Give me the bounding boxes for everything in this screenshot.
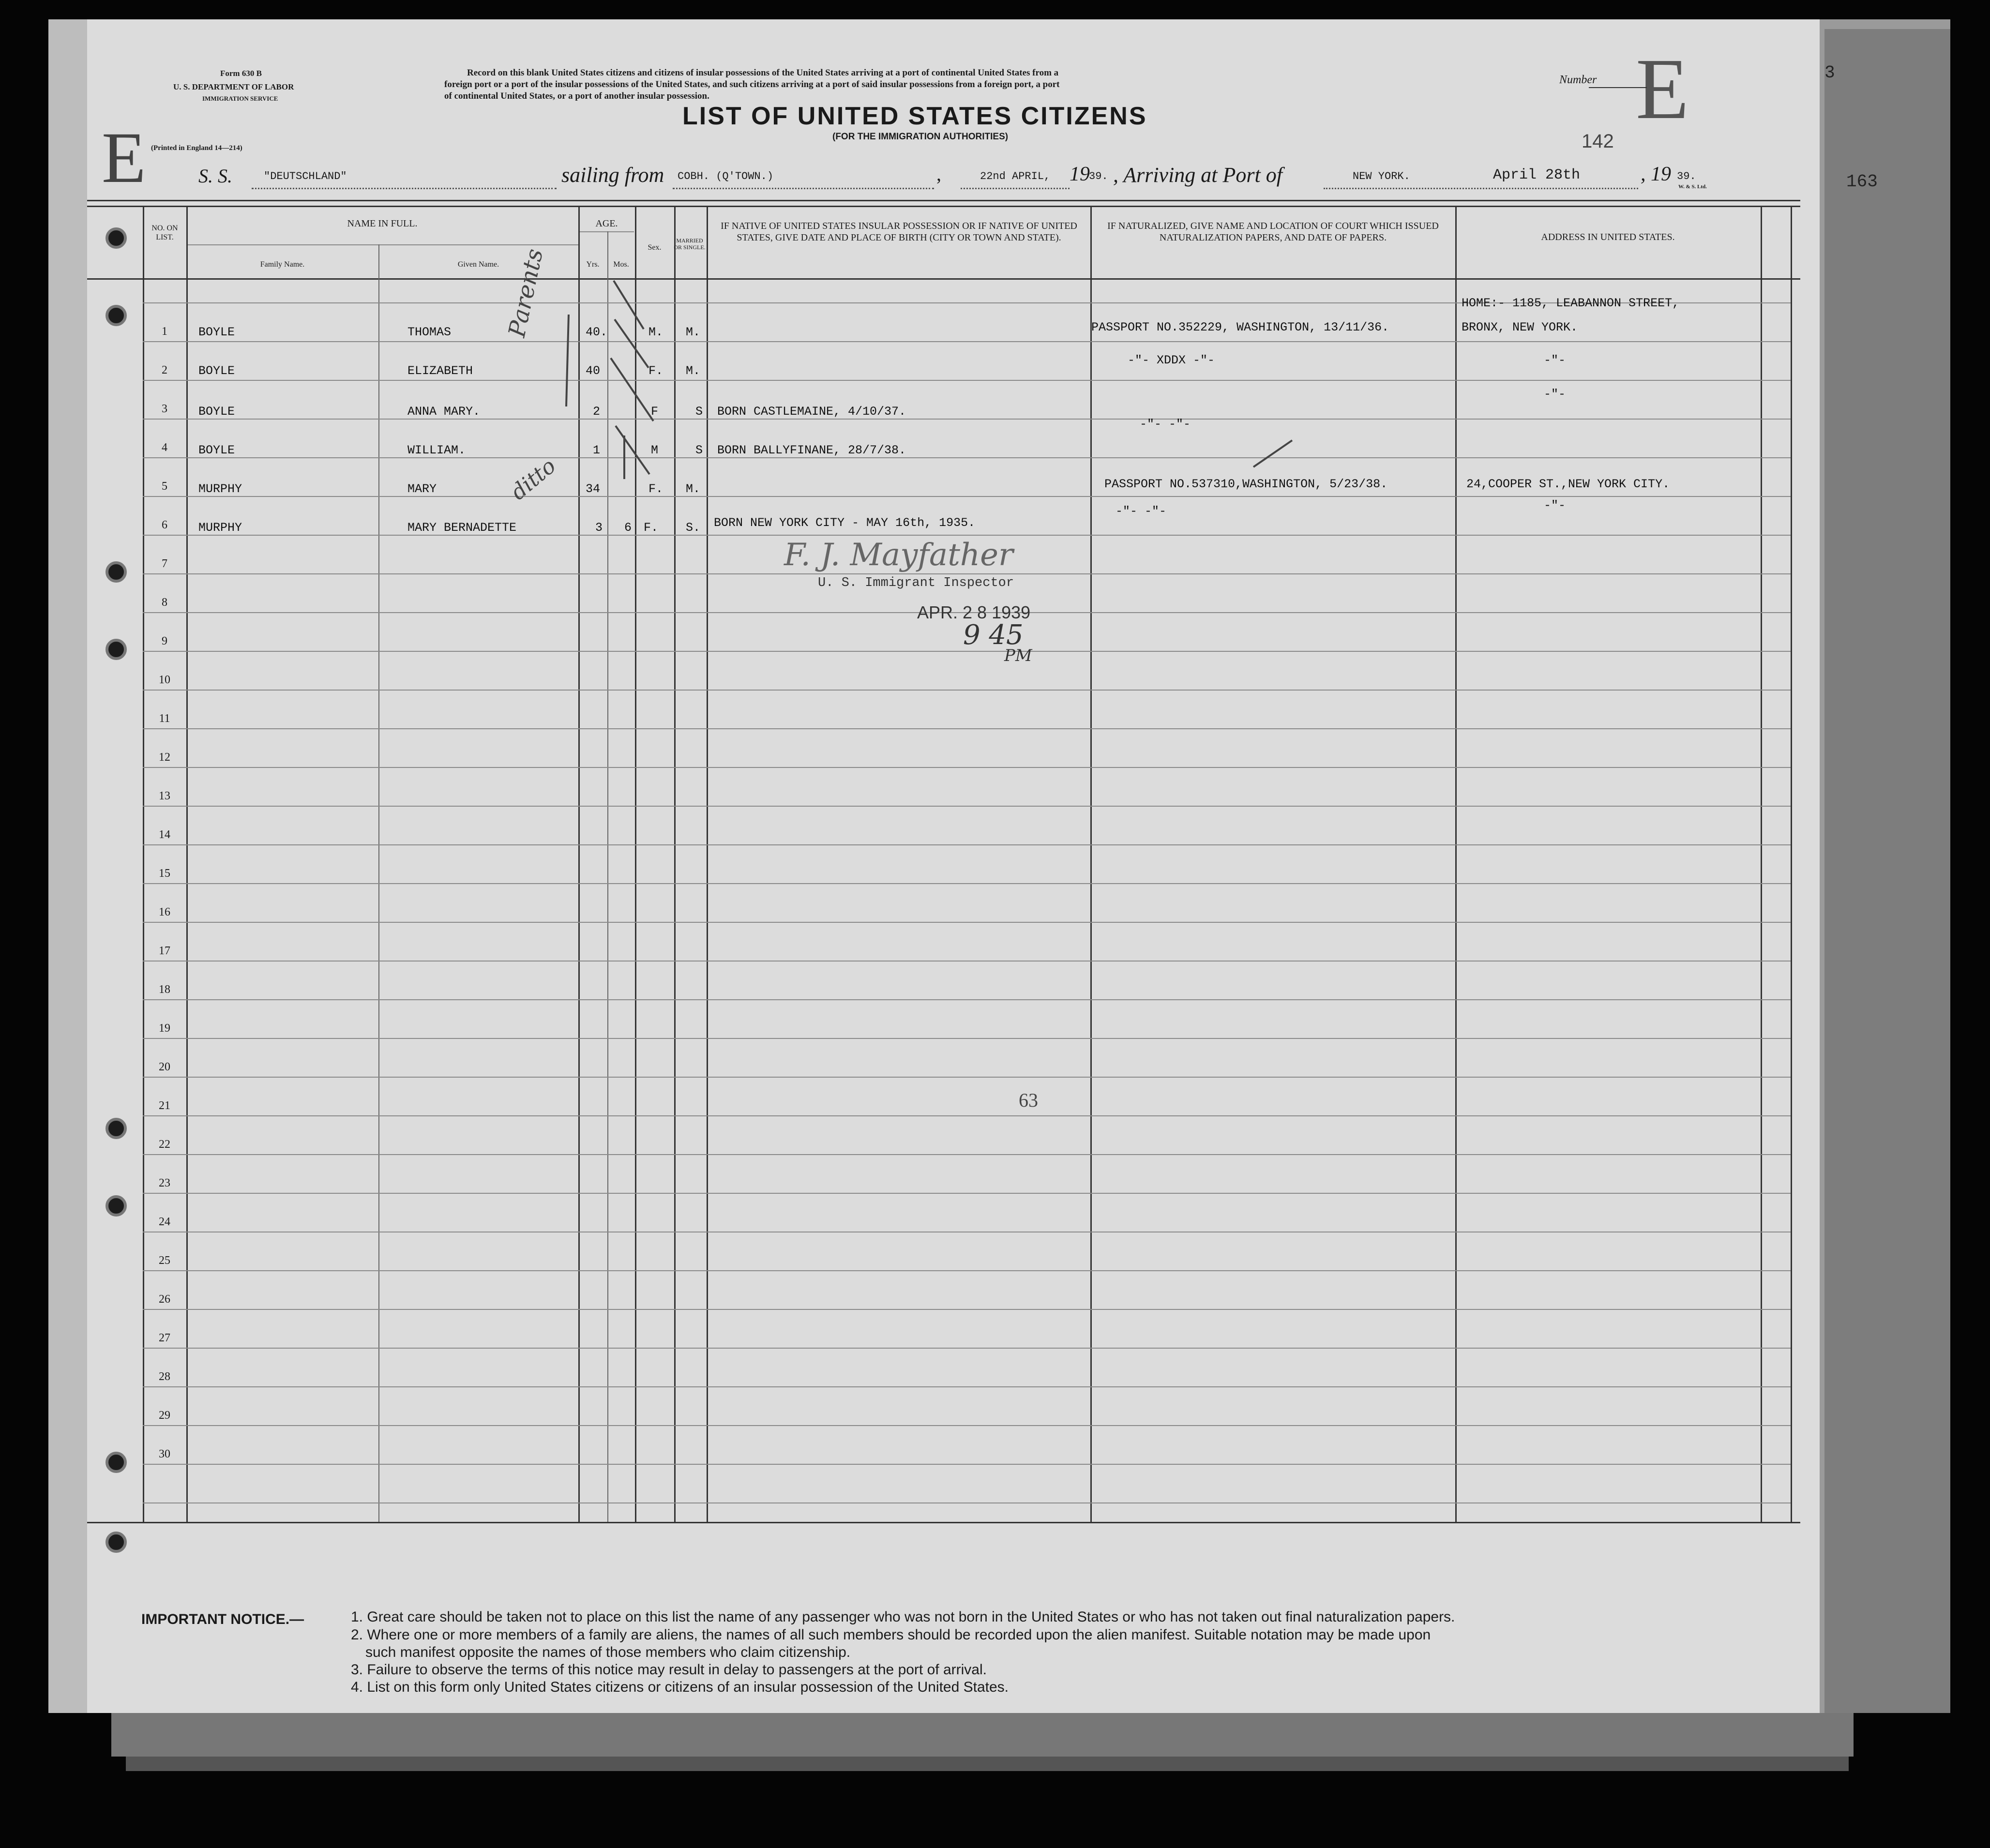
ditto-note: ditto [506, 453, 561, 505]
birth-info: BORN CASTLEMAINE, 4/10/37. [717, 405, 906, 419]
number-letter: E [1636, 41, 1689, 137]
notice-item-3: 3. Failure to observe the terms of this notice may result in delay to passengers at the port of arrival. [351, 1662, 987, 1678]
row-number: 30 [159, 1448, 170, 1460]
notice-item-2-cont: such manifest opposite the names of those members who claim citizenship. [365, 1644, 851, 1660]
page-number: 142 [1582, 131, 1614, 152]
marital-status: M. [686, 325, 701, 339]
notice-heading: IMPORTANT NOTICE.— [141, 1611, 304, 1627]
naturalization-tick [1253, 440, 1292, 467]
stamp-letter: E [102, 118, 146, 198]
address: -"- [1544, 353, 1566, 367]
row-number: 24 [159, 1216, 170, 1228]
naturalization-info: -"- -"- [1140, 417, 1191, 431]
row-number: 1 [162, 325, 167, 338]
sex: M. [648, 325, 663, 339]
age-years: 34 [586, 482, 601, 496]
row-number: 2 [162, 364, 167, 376]
row-number: 17 [159, 945, 170, 957]
col-header-age: AGE. [595, 218, 618, 229]
birth-info: BORN BALLYFINANE, 28/7/38. [717, 443, 906, 457]
marital-status: S [695, 443, 703, 457]
page-subtitle: (FOR THE IMMIGRATION AUTHORITIES) [832, 132, 1009, 142]
printed-in: (Printed in England 14—214) [151, 144, 242, 152]
col-header-address: ADDRESS IN UNITED STATES. [1541, 232, 1675, 242]
col-header-no: NO. ON LIST. [151, 224, 178, 241]
arriving-label: , Arriving at Port of [1113, 163, 1282, 187]
age-years: 3 [595, 521, 603, 535]
row-number: 8 [162, 596, 167, 609]
row-number: 11 [159, 712, 170, 725]
family-name: BOYLE [198, 364, 235, 378]
naturalization-info: -"- -"- [1116, 504, 1167, 518]
inspector-signature: F. J. Mayfather [784, 537, 1013, 573]
row-number: 22 [159, 1138, 170, 1151]
year-prefix-2: , 19 [1641, 163, 1671, 185]
number-label: Number [1559, 74, 1597, 86]
margin-page-number: 163 [1846, 172, 1878, 192]
row-number: 16 [159, 906, 170, 918]
row-number: 7 [162, 557, 167, 570]
marital-status: M. [686, 482, 701, 496]
notice-item-4: 4. List on this form only United States citizens or citizens of an insular possession of the United States. [351, 1679, 1009, 1695]
row-number: 6 [162, 519, 167, 531]
port-from: COBH. (Q'TOWN.) [678, 170, 774, 182]
row-number: 12 [159, 751, 170, 764]
page-title: LIST OF UNITED STATES CITIZENS [682, 102, 1147, 130]
family-name: BOYLE [198, 443, 235, 457]
inspector-title: U. S. Immigrant Inspector [818, 576, 1014, 590]
corner-number: 3 [1824, 63, 1835, 83]
sex: M [651, 443, 659, 457]
sex: F. [648, 364, 663, 378]
col-header-mos: Mos. [613, 260, 629, 269]
family-name: BOYLE [198, 405, 235, 419]
row-number: 20 [159, 1061, 170, 1073]
row-number: 29 [159, 1409, 170, 1422]
age-years: 2 [593, 405, 601, 419]
col-header-married: MARRIED OR SINGLE. [674, 237, 706, 251]
row-number: 10 [159, 674, 170, 686]
ship-name: "DEUTSCHLAND" [264, 170, 347, 182]
col-header-sex: Sex. [648, 243, 662, 252]
row-number: 27 [159, 1332, 170, 1344]
naturalization-info: PASSPORT NO.352229, WASHINGTON, 13/11/36. [1091, 320, 1389, 334]
year-2: 39. [1677, 170, 1696, 182]
date-to: April 28th [1493, 167, 1581, 183]
family-name: MURPHY [198, 521, 242, 535]
year-1: 39. [1089, 170, 1108, 182]
col-header-yrs: Yrs. [586, 260, 600, 269]
given-name: WILLIAM. [407, 443, 466, 457]
row-number: 3 [162, 403, 167, 415]
sex: F. [648, 482, 663, 496]
family-name: MURPHY [198, 482, 242, 496]
age-years: 1 [593, 443, 601, 457]
row-number: 23 [159, 1177, 170, 1189]
notice-item-2: 2. Where one or more members of a family are aliens, the names of all such members should be recorded upon the alien manifest. Suitable notation may be made upon [351, 1627, 1431, 1643]
row-number: 28 [159, 1370, 170, 1383]
date-stamp: APR. 2 8 1939 [917, 602, 1031, 622]
printer-mark: W. & S. Ltd. [1678, 184, 1707, 190]
given-name: MARY [407, 482, 437, 496]
row-number: 21 [159, 1099, 170, 1112]
col-header-name: NAME IN FULL. [347, 218, 418, 229]
ss-label: S. S. [198, 165, 232, 187]
col-header-family: Family Name. [260, 260, 305, 269]
row-number: 15 [159, 867, 170, 880]
notice-item-1: 1. Great care should be taken not to place on this list the name of any passenger who was not born in the United States or who has not taken out final naturalization papers. [351, 1609, 1455, 1625]
address: -"- [1544, 387, 1566, 401]
date-from: 22nd APRIL, [980, 170, 1051, 182]
age-years: 40 [586, 364, 601, 378]
col-header-given: Given Name. [457, 260, 499, 269]
marital-status: S. [686, 521, 701, 535]
time-stamp: 9 45 [963, 619, 1024, 651]
row-number: 9 [162, 635, 167, 647]
age-slash-mark [614, 281, 644, 329]
given-name: ANNA MARY. [407, 405, 481, 419]
row-number: 13 [159, 790, 170, 802]
instruction-line-2: foreign port or a port of the insular possessions of the United States, and such citizens arriving at a port of said insular possessions from a foreign port, a port [444, 79, 1060, 90]
form-number: Form 630 B [220, 69, 262, 78]
marital-status: M. [686, 364, 701, 378]
col-header-birth: IF NATIVE OF UNITED STATES INSULAR POSSESSION OR IF NATIVE OF UNITED STATES, GIVE DATE AND PLACE OF BIRTH (CITY OR TOWN AND STATE). [721, 221, 1077, 243]
row-number: 14 [159, 828, 170, 841]
department: U. S. DEPARTMENT OF LABOR [173, 82, 294, 91]
row-number: 18 [159, 983, 170, 996]
naturalization-info: PASSPORT NO.537310,WASHINGTON, 5/23/38. [1104, 477, 1388, 491]
comma: , [936, 163, 941, 185]
family-name: BOYLE [198, 325, 235, 339]
address: -"- [1544, 498, 1566, 512]
given-name: ELIZABETH [407, 364, 473, 378]
sex: F. [644, 521, 659, 535]
service: IMMIGRATION SERVICE [202, 95, 278, 102]
birth-info: BORN NEW YORK CITY - MAY 16th, 1935. [714, 516, 976, 530]
sailing-from-label: sailing from [561, 163, 664, 187]
address: 24,COOPER ST.,NEW YORK CITY. [1466, 477, 1670, 491]
age-years: 40. [586, 325, 608, 339]
row-number: 19 [159, 1022, 170, 1035]
age-months: 6 [624, 521, 632, 535]
marital-status: S [695, 405, 703, 419]
pm-mark: PM [1004, 646, 1032, 665]
col-header-naturalized: IF NATURALIZED, GIVE NAME AND LOCATION OF COURT WHICH ISSUED NATURALIZATION PAPERS, AND DATE OF PAPERS. [1107, 221, 1439, 243]
instruction-line-3: of continental United States, or a port of another insular possession. [444, 91, 709, 101]
instruction-line-1: Record on this blank United States citizens and citizens of insular possessions of the United States arriving at a port of continental United States from a [467, 68, 1059, 78]
sex: F [651, 405, 659, 419]
tally-number: 63 [1019, 1089, 1038, 1111]
row-number: 26 [159, 1293, 170, 1306]
address: HOME:- 1185, LEABANNON STREET, [1462, 296, 1680, 310]
port-to: NEW YORK. [1353, 170, 1410, 182]
row-number: 4 [162, 441, 167, 454]
naturalization-info: -"- XDDX -"- [1128, 353, 1215, 367]
address: BRONX, NEW YORK. [1462, 320, 1578, 334]
given-name: MARY BERNADETTE [407, 521, 517, 535]
row-number: 25 [159, 1254, 170, 1267]
year-prefix-1: 19 [1070, 163, 1090, 185]
given-name: THOMAS [407, 325, 452, 339]
parents-note: Parents [503, 246, 549, 340]
row-number: 5 [162, 480, 167, 493]
